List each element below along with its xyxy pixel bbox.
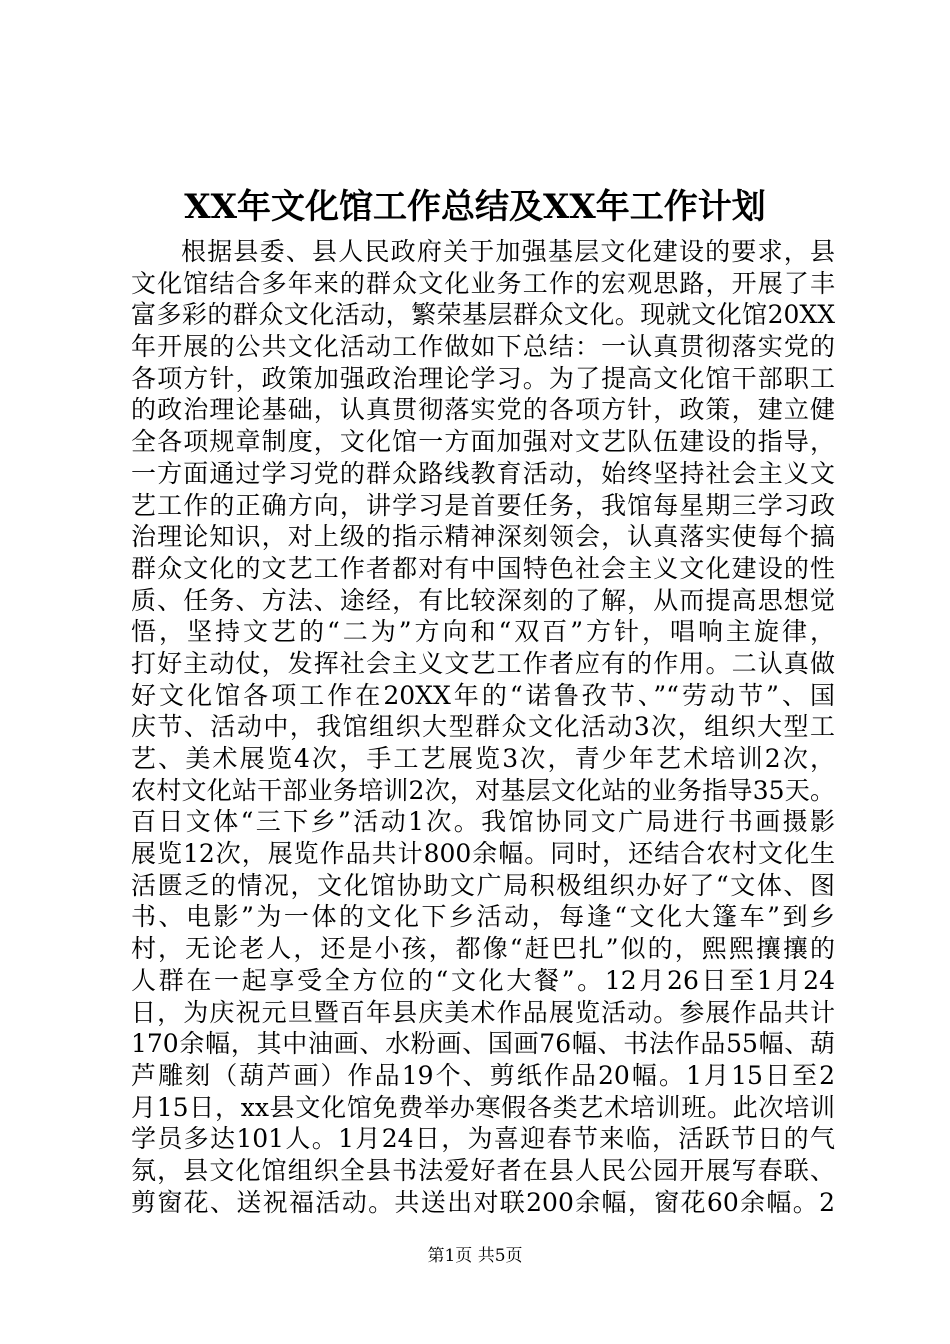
body-line: 悟，坚持文艺的“二为”方向和“双百”方针，唱响主旋律， [131,617,835,647]
body-line: 全各项规章制度，文化馆一方面加强对文艺队伍建设的指导， [131,427,835,457]
body-line: 芦雕刻（葫芦画）作品19个、剪纸作品20幅。1月15日至2 [131,1060,835,1090]
body-line: 氛，县文化馆组织全县书法爱好者在县人民公园开展写春联、 [131,1155,835,1185]
body-line: 庆节、活动中，我馆组织大型群众文化活动3次，组织大型工 [131,712,835,742]
body-line: 富多彩的群众文化活动，繁荣基层群众文化。现就文化馆20XX [131,300,835,330]
body-line: 人群在一起享受全方位的“文化大餐”。12月26日至1月24 [131,965,835,995]
body-line: 好文化馆各项工作在20XX年的“诺鲁孜节、”“劳动节”、国 [131,680,835,710]
body-line: 文化馆结合多年来的群众文化业务工作的宏观思路，开展了丰 [131,268,835,298]
document-title: XX年文化馆工作总结及XX年工作计划 [184,187,766,227]
body-line: 年开展的公共文化活动工作做如下总结：一认真贯彻落实党的 [131,332,835,362]
document-body [131,236,835,1218]
body-line: 学员多达101人。1月24日，为喜迎春节来临，活跃节日的气 [131,1124,835,1154]
body-line: 村，无论老人，还是小孩，都像“赶巴扎”似的，熙熙攘攘的 [131,934,835,964]
body-line: 治理论知识，对上级的指示精神深刻领会，认真落实使每个搞 [131,522,835,552]
body-line: 农村文化站干部业务培训2次，对基层文化站的业务指导35天。 [131,775,835,805]
body-line: 书、电影”为一体的文化下乡活动，每逢“文化大篷车”到乡 [131,902,835,932]
page-footer: 第1页 共5页 [427,1246,523,1266]
body-line: 一方面通过学习党的群众路线教育活动，始终坚持社会主义文 [131,458,835,488]
body-line: 质、任务、方法、途经，有比较深刻的了解，从而提高思想觉 [131,585,835,615]
body-line: 打好主动仗，发挥社会主义文艺工作者应有的作用。二认真做 [131,648,835,678]
body-line: 170余幅，其中油画、水粉画、国画76幅、书法作品55幅、葫 [131,1029,835,1059]
body-line: 的政治理论基础，认真贯彻落实党的各项方针，政策，建立健 [131,395,835,425]
body-line: 月15日，xx县文化馆免费举办寒假各类艺术培训班。此次培训 [131,1092,835,1122]
body-line: 艺、美术展览4次，手工艺展览3次，青少年艺术培训2次， [131,744,835,773]
body-line: 群众文化的文艺工作者都对有中国特色社会主义文化建设的性 [131,553,835,583]
body-line: 根据县委、县人民政府关于加强基层文化建设的要求，县 [181,237,835,266]
body-line: 剪窗花、送祝福活动。共送出对联200余幅，窗花60余幅。2 [131,1187,835,1217]
body-line: 各项方针，政策加强政治理论学习。为了提高文化馆干部职工 [131,363,835,393]
body-line: 展览12次，展览作品共计800余幅。同时，还结合农村文化生 [131,839,835,869]
body-line: 活匮乏的情况，文化馆协助文广局积极组织办好了“文体、图 [131,870,835,900]
body-line: 艺工作的正确方向，讲学习是首要任务，我馆每星期三学习政 [131,490,835,520]
body-line: 日，为庆祝元旦暨百年县庆美术作品展览活动。参展作品共计 [131,997,835,1027]
body-line: 百日文体“三下乡”活动1次。我馆协同文广局进行书画摄影 [131,807,835,837]
